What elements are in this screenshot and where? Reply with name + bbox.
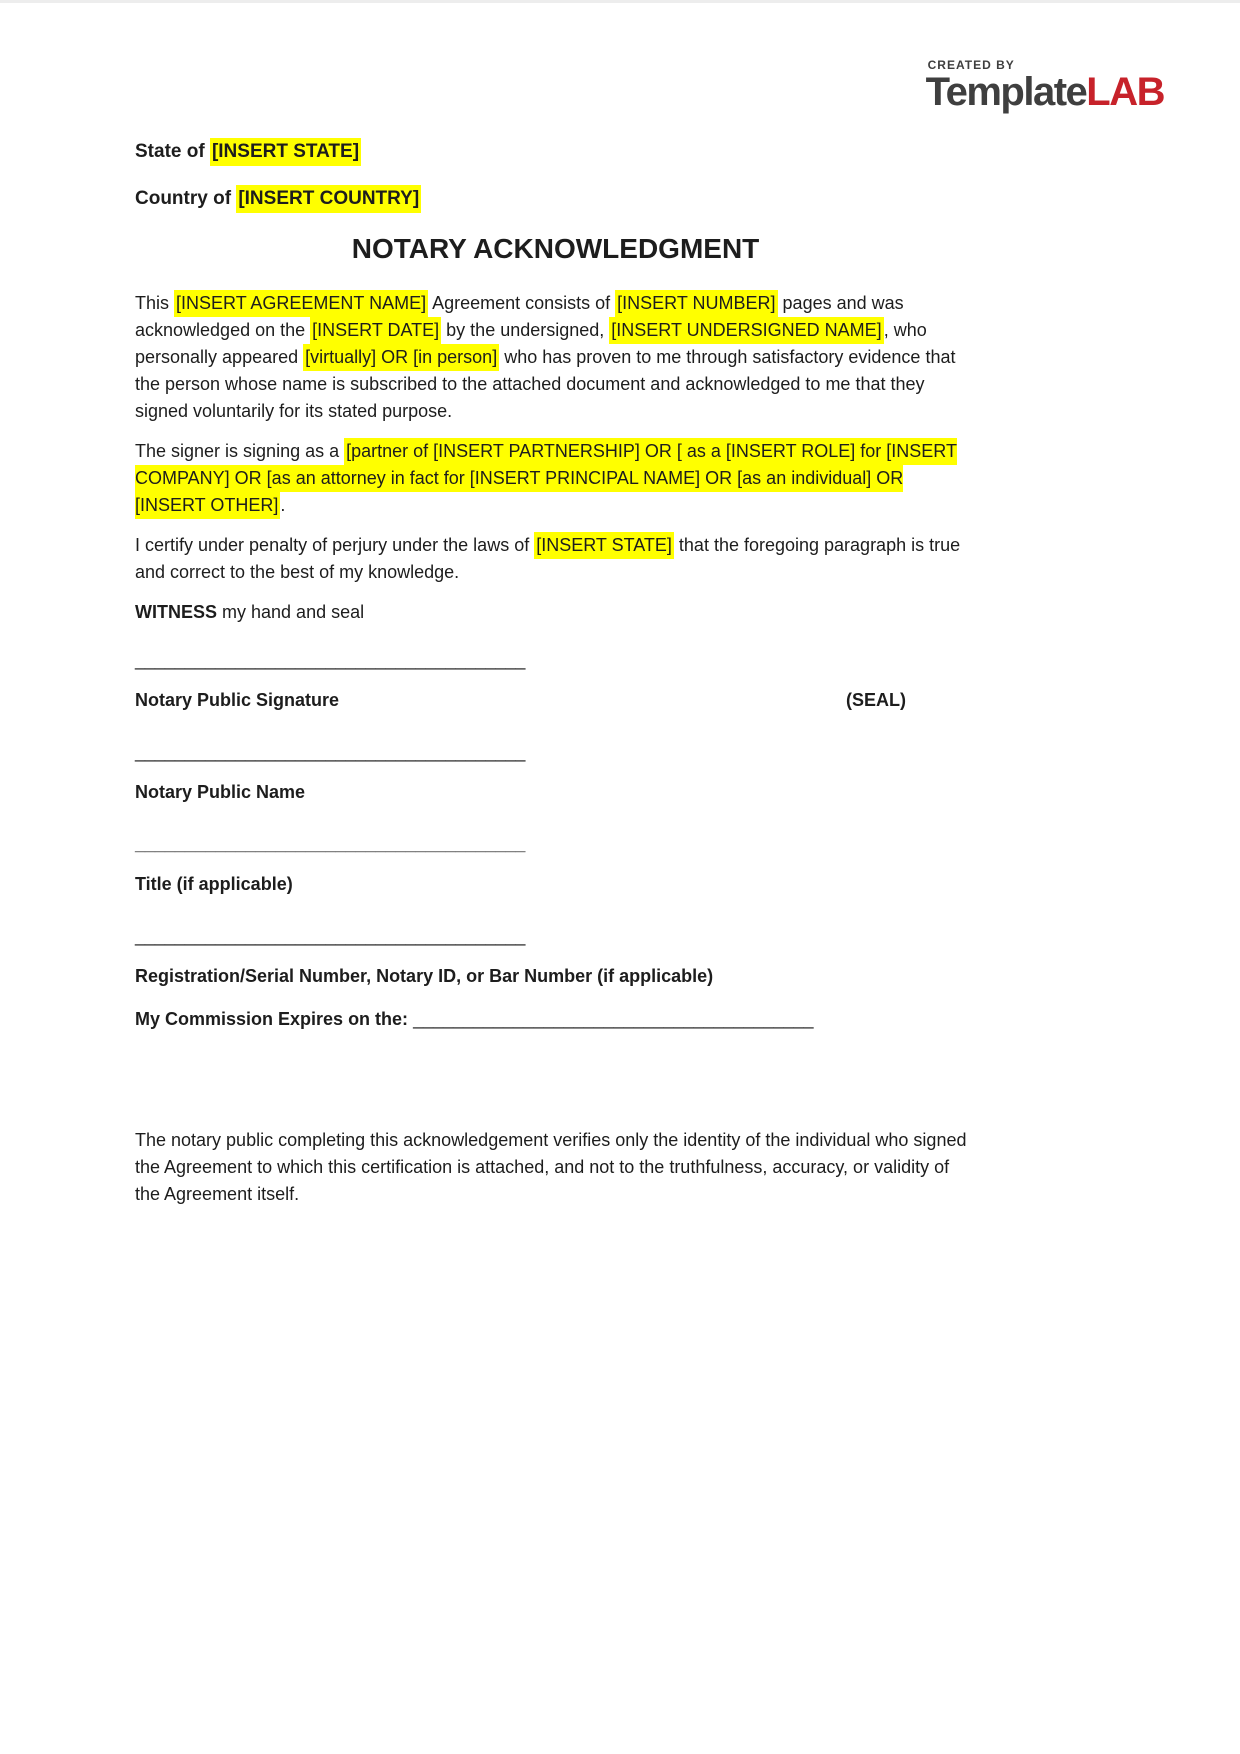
intro-text: pages and was acknowledged on the [135,293,904,340]
registration-label: Registration/Serial Number, Notary ID, or Bar Number (if applicable) [135,966,714,986]
placeholder-date: [INSERT DATE] [310,317,441,344]
commission-blank-line: ________________________________________ [413,1009,814,1029]
intro-text: This [135,293,175,313]
intro-text: who has proven to me through satisfactory evidence that the person whose name is subscribed to the attached document and acknowledged to me that they signed voluntarily for its stated purpose. [135,347,956,421]
commission-label: My Commission Expires on the: [135,1009,414,1029]
state-line [135,140,976,164]
intro-text: , who personally appeared [135,320,927,367]
placeholder-appearance-mode: [virtually] OR [in person] [303,344,499,371]
intro-text: Agreement consists of [428,293,616,313]
signature-blank-line: _______________________________________ [135,650,526,670]
placeholder-undersigned-name: [INSERT UNDERSIGNED NAME] [609,317,883,344]
witness-rest-text: my hand and seal [217,602,365,622]
country-line [135,187,976,211]
placeholder-state: [INSERT STATE] [210,138,361,166]
certification-text: that the foregoing paragraph is true and correct to the best of my knowledge. [135,535,961,582]
title-blank-line: _______________________________________ [135,834,526,854]
placeholder-agreement-name: [INSERT AGREEMENT NAME] [174,290,428,317]
registration-blank-line: _______________________________________ [135,926,526,946]
page-title: NOTARY ACKNOWLEDGMENT [351,233,760,264]
witness-line [135,599,976,626]
templatelab-logo [926,59,1164,112]
state-label: State of [135,141,210,162]
signer-role-paragraph [135,438,976,519]
signer-role-text: . [280,495,286,515]
certification-text: I certify under penalty of perjury under the laws of [135,535,535,555]
intro-text: by the undersigned, [441,320,610,340]
country-label: Country of [135,188,237,209]
disclaimer-paragraph: The notary public completing this acknowledgement verifies only the identity of the individual who signed the Agreement to which this certification is attached, and not to the truthfulness, accuracy, or validity of the Agreement itself. [135,1130,967,1204]
notary-title-label: Title (if applicable) [135,874,293,894]
notary-signature-label: Notary Public Signature [135,690,340,710]
certification-paragraph [135,532,976,586]
witness-bold-text: WITNESS [135,602,218,622]
notary-name-label: Notary Public Name [135,782,306,802]
seal-label: (SEAL) [846,690,906,710]
intro-paragraph [135,290,976,425]
placeholder-signer-role: [partner of [INSERT PARTNERSHIP] OR [ as a [INSERT ROLE] for [INSERT COMPANY] OR [as an attorney in fact for [INSERT PRINCIPAL NAME] OR [as an individual] OR [INSERT OTHER] [135,438,957,519]
placeholder-country: [INSERT COUNTRY] [236,185,421,213]
logo-created-by-text: CREATED BY [927,58,1015,72]
signature-label-row [135,687,976,714]
logo-brand-template: Template [925,70,1087,114]
logo-brand-lab: LAB [1086,70,1164,114]
commission-line [135,1006,976,1033]
name-blank-line: _______________________________________ [135,742,526,762]
document-content [135,140,976,1208]
signer-role-text: The signer is signing as a [135,441,345,461]
placeholder-number: [INSERT NUMBER] [615,290,777,317]
logo-brand-text [926,70,1164,114]
placeholder-certify-state: [INSERT STATE] [534,532,674,559]
